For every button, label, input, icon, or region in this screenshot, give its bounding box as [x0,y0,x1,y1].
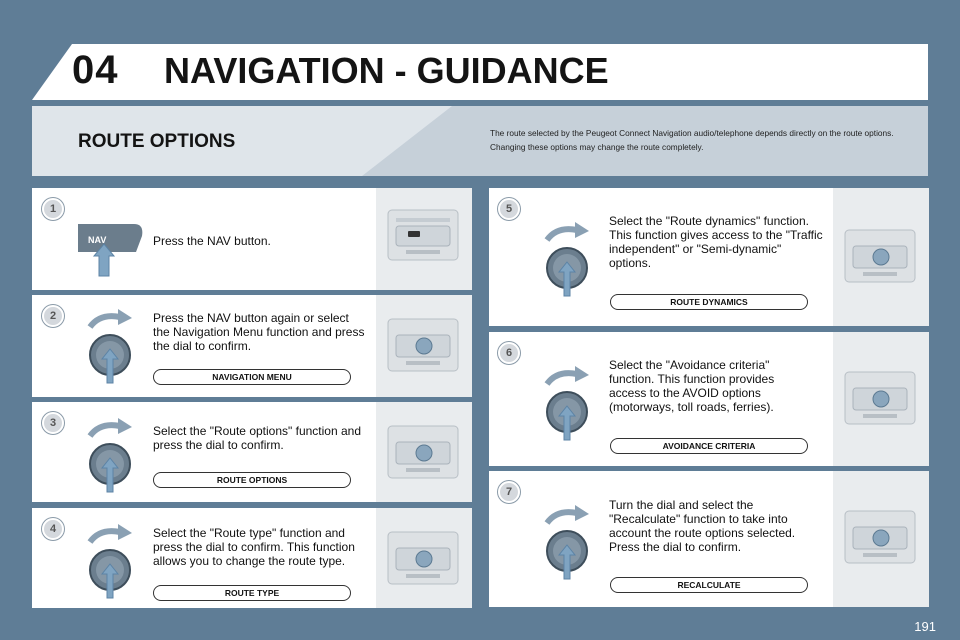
menu-pill-route-options: ROUTE OPTIONS [153,472,351,488]
menu-pill-route-dynamics: ROUTE DYNAMICS [610,294,808,310]
intro-line-2: Changing these options may change the route completely. [490,142,704,152]
dial-press-icon [537,501,597,581]
radio-unit-icon [843,226,917,286]
step-number-badge: 5 [498,198,520,220]
radio-unit-icon [386,528,460,588]
step-text: Turn the dial and select the "Recalculate" function to take into account the route options selected. Press the dial to confirm. [609,498,796,554]
intro-line-1: The route selected by the Peugeot Connect Navigation audio/telephone depends directly on the route options. [490,128,894,138]
menu-pill-route-type: ROUTE TYPE [153,585,351,601]
step-number-badge: 1 [42,198,64,220]
step-panel-5 [489,188,929,326]
radio-thumbnail [833,188,929,326]
step-text: Press the NAV button again or select the Navigation Menu function and press the dial to confirm. [153,311,365,353]
step-text: Select the "Route type" function and press the dial to confirm. This function allows you to change the route type. [153,526,355,568]
section-band [32,106,928,176]
step-text: Select the "Avoidance criteria" function. This function provides access to the AVOID options (motorways, toll roads, ferries). [609,358,775,414]
step-panel-1 [32,188,472,290]
radio-thumbnail [376,508,472,608]
section-title: ROUTE OPTIONS [78,131,236,152]
header-corner-cut [32,44,72,100]
radio-unit-icon [386,315,460,375]
section-intro [490,126,920,154]
chapter-title: NAVIGATION - GUIDANCE [164,50,609,91]
step-number-badge: 7 [498,481,520,503]
step-number-badge: 6 [498,342,520,364]
radio-thumbnail [833,332,929,466]
menu-pill-recalculate: RECALCULATE [610,577,808,593]
radio-unit-icon [386,204,460,264]
step-panel-4 [32,508,472,608]
section-accent-wedge [362,106,452,176]
step-text: Select the "Route dynamics" function. This function gives access to the "Traffic independent" or "Semi-dynamic" options. [609,214,823,270]
step-number-badge: 2 [42,305,64,327]
menu-pill-avoidance-criteria: AVOIDANCE CRITERIA [610,438,808,454]
step-panel-6 [489,332,929,466]
page-number: 191 [914,619,936,634]
radio-thumbnail [833,471,929,607]
radio-thumbnail [376,402,472,502]
step-panel-3 [32,402,472,502]
nav-button-press-icon [74,216,150,278]
radio-unit-icon [843,507,917,567]
chapter-header [32,44,928,100]
nav-button-label: NAV [88,235,107,245]
step-panel-2 [32,295,472,397]
dial-press-icon [80,305,140,385]
step-number-badge: 4 [42,518,64,540]
step-number-badge: 3 [42,412,64,434]
menu-pill-navigation-menu: NAVIGATION MENU [153,369,351,385]
radio-unit-icon [386,422,460,482]
step-text: Press the NAV button. [153,234,271,248]
chapter-number: 04 [72,48,119,92]
dial-press-icon [80,520,140,600]
dial-press-icon [537,362,597,442]
step-text: Select the "Route options" function and press the dial to confirm. [153,424,361,452]
dial-press-icon [80,414,140,494]
radio-unit-icon [843,368,917,428]
radio-thumbnail [376,295,472,397]
radio-thumbnail [376,188,472,290]
dial-press-icon [537,218,597,298]
step-panel-7 [489,471,929,607]
